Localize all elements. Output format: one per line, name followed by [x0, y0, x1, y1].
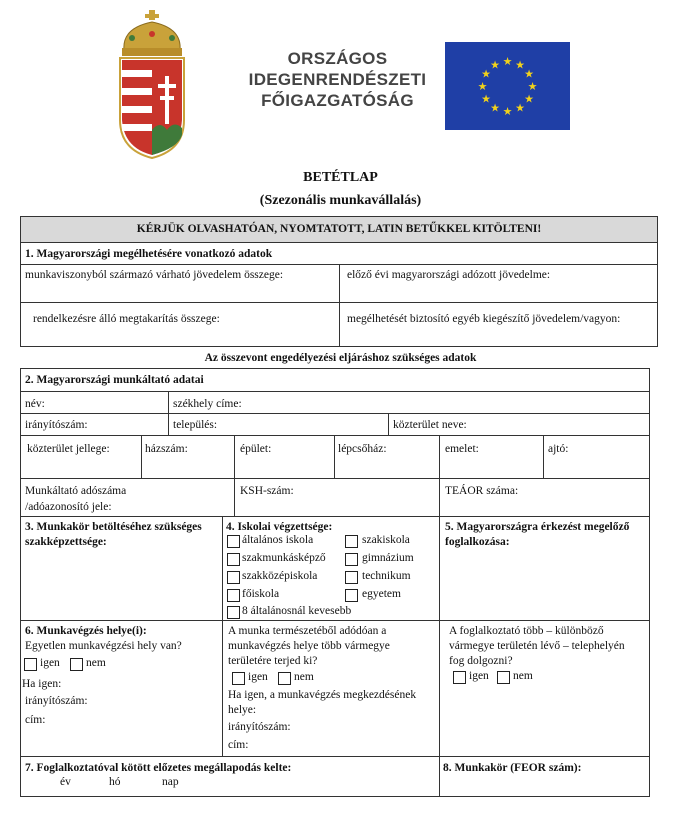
education-checkbox-grammar-school[interactable] — [345, 553, 358, 566]
start-place-zip-field[interactable]: irányítószám: — [228, 721, 291, 733]
agreement-month-field[interactable]: hó — [109, 776, 121, 788]
education-checkbox-college[interactable] — [227, 589, 240, 602]
org-line-1: ORSZÁGOS — [287, 49, 388, 68]
multi-site-yes-checkbox[interactable] — [453, 671, 466, 684]
svg-text:★: ★ — [502, 55, 513, 68]
employer-tax-number-field[interactable]: /adóazonosító jele: — [25, 501, 112, 513]
multi-site-question-1: A foglalkoztató több – különböző — [449, 625, 604, 637]
multi-site-question-2: vármegye területén lévő – telephelyén — [449, 640, 625, 652]
employer-city-field[interactable]: település: — [173, 419, 218, 431]
education-option-vocational-school: szakiskola — [362, 534, 410, 546]
street-type-field[interactable]: közterület jellege: — [27, 443, 110, 455]
multi-county-question-1: A munka természetéből adódóan a — [228, 625, 387, 637]
education-option-less-than-8: 8 általánosnál kevesebb — [242, 605, 352, 617]
multi-county-yes-checkbox[interactable] — [232, 672, 245, 685]
building-field[interactable]: épület: — [240, 443, 272, 455]
floor-field[interactable]: emelet: — [445, 443, 479, 455]
education-option-vocational-training: szakmunkásképző — [242, 552, 326, 564]
section6-heading: 6. Munkavégzés helye(i): — [25, 625, 147, 637]
education-checkbox-vocational-school[interactable] — [345, 535, 358, 548]
instruction-text: KÉRJÜK OLVASHATÓAN, NYOMTATOTT, LATIN BETŰKKEL KITÖLTENI! — [136, 223, 542, 235]
previous-income-field[interactable]: előző évi magyarországi adózott jövedelme: — [347, 269, 551, 281]
section8-heading: 8. Munkakör (FEOR szám): — [443, 762, 582, 774]
main-table — [20, 368, 650, 797]
page-title: BETÉTLAP — [303, 170, 378, 185]
section5-heading-1: 5. Magyarországra érkezést megelőző — [445, 521, 630, 533]
education-checkbox-vocational-secondary[interactable] — [227, 571, 240, 584]
multi-site-no-label: nem — [513, 670, 533, 682]
single-place-yes-label: igen — [40, 657, 60, 669]
section1-heading: 1. Magyarországi megélhetésére vonatkozó adatok — [25, 248, 273, 260]
svg-text:★: ★ — [481, 92, 491, 106]
eu-flag-logo — [445, 42, 570, 130]
employer-zip-field[interactable]: irányítószám: — [25, 419, 88, 431]
svg-text:★: ★ — [481, 67, 491, 81]
coat-of-arms-logo — [112, 10, 192, 160]
education-checkbox-less-than-8[interactable] — [227, 606, 240, 619]
work-place-zip-field[interactable]: irányítószám: — [25, 695, 88, 707]
multi-county-no-checkbox[interactable] — [278, 672, 291, 685]
single-place-yes-checkbox[interactable] — [24, 658, 37, 671]
start-place-label-1: Ha igen, a munkavégzés megkezdésének — [228, 689, 417, 701]
multi-site-no-checkbox[interactable] — [497, 671, 510, 684]
door-field[interactable]: ajtó: — [548, 443, 569, 455]
multi-county-question-3: területére terjed ki? — [228, 655, 318, 667]
education-option-elementary: általános iskola — [242, 534, 314, 546]
section3-heading-2: szakképzettsége: — [25, 536, 107, 548]
education-option-grammar-school: gimnázium — [362, 552, 414, 564]
other-income-field[interactable]: megélhetését biztosító egyéb kiegészítő jövedelem/vagyon: — [347, 313, 621, 325]
single-place-no-checkbox[interactable] — [70, 658, 83, 671]
organization-name — [230, 48, 445, 111]
expected-income-field[interactable]: munkaviszonyból származó várható jövedelem összege: — [25, 269, 284, 281]
section2-heading: 2. Magyarországi munkáltató adatai — [25, 374, 204, 386]
start-place-label-2: helye: — [228, 704, 257, 716]
education-option-technical-school: technikum — [362, 570, 411, 582]
employer-tax-number-label-1: Munkáltató adószáma — [25, 485, 127, 497]
education-checkbox-technical-school[interactable] — [345, 571, 358, 584]
page-subtitle: (Szezonális munkavállalás) — [259, 193, 422, 208]
agreement-day-field[interactable]: nap — [162, 776, 179, 788]
multi-site-question-3: fog dolgozni? — [449, 655, 513, 667]
svg-text:★: ★ — [477, 80, 488, 93]
house-number-field[interactable]: házszám: — [145, 443, 188, 455]
education-option-vocational-secondary: szakközépiskola — [242, 570, 318, 582]
svg-text:★: ★ — [515, 101, 525, 115]
employer-street-field[interactable]: közterület neve: — [393, 419, 467, 431]
single-place-no-label: nem — [86, 657, 106, 669]
section7-heading: 7. Foglalkoztatóval kötött előzetes megállapodás kelte: — [25, 762, 292, 774]
employer-seat-field[interactable]: székhely címe: — [173, 398, 242, 410]
agreement-year-field[interactable]: év — [60, 776, 71, 788]
education-option-university: egyetem — [362, 588, 401, 600]
svg-text:★: ★ — [527, 80, 538, 93]
svg-text:★: ★ — [515, 58, 525, 72]
multi-site-yes-label: igen — [469, 670, 489, 682]
education-checkbox-elementary[interactable] — [227, 535, 240, 548]
org-line-2: IDEGENRENDÉSZETI — [248, 70, 427, 89]
svg-text:★: ★ — [490, 58, 500, 72]
ksh-number-field[interactable]: KSH-szám: — [240, 485, 294, 497]
employer-name-field[interactable]: név: — [25, 398, 45, 410]
education-checkbox-university[interactable] — [345, 589, 358, 602]
svg-text:★: ★ — [524, 92, 534, 106]
multi-county-question-2: munkavégzés helye több vármegye — [228, 640, 390, 652]
section3-heading-1: 3. Munkakör betöltéséhez szükséges — [25, 521, 202, 533]
multi-county-yes-label: igen — [248, 671, 268, 683]
stairway-field[interactable]: lépcsőház: — [338, 443, 387, 455]
education-checkbox-vocational-training[interactable] — [227, 553, 240, 566]
start-place-address-field[interactable]: cím: — [228, 739, 249, 751]
svg-text:★: ★ — [502, 105, 513, 118]
section5-heading-2: foglalkozása: — [445, 536, 510, 548]
combined-procedure-title: Az összevont engedélyezési eljáráshoz szükséges adatok — [204, 352, 477, 364]
multi-county-no-label: nem — [294, 671, 314, 683]
work-place-address-field[interactable]: cím: — [25, 714, 46, 726]
section4-heading: 4. Iskolai végzettsége: — [226, 521, 333, 533]
savings-field[interactable]: rendelkezésre álló megtakarítás összege: — [33, 313, 220, 325]
if-yes-label: Ha igen: — [22, 678, 62, 690]
single-place-question: Egyetlen munkavégzési hely van? — [25, 640, 182, 652]
org-line-3: FŐIGAZGATÓSÁG — [261, 91, 414, 110]
svg-text:★: ★ — [524, 67, 534, 81]
svg-text:★: ★ — [490, 101, 500, 115]
education-option-college: főiskola — [242, 588, 280, 600]
teaor-number-field[interactable]: TEÁOR száma: — [445, 485, 519, 497]
